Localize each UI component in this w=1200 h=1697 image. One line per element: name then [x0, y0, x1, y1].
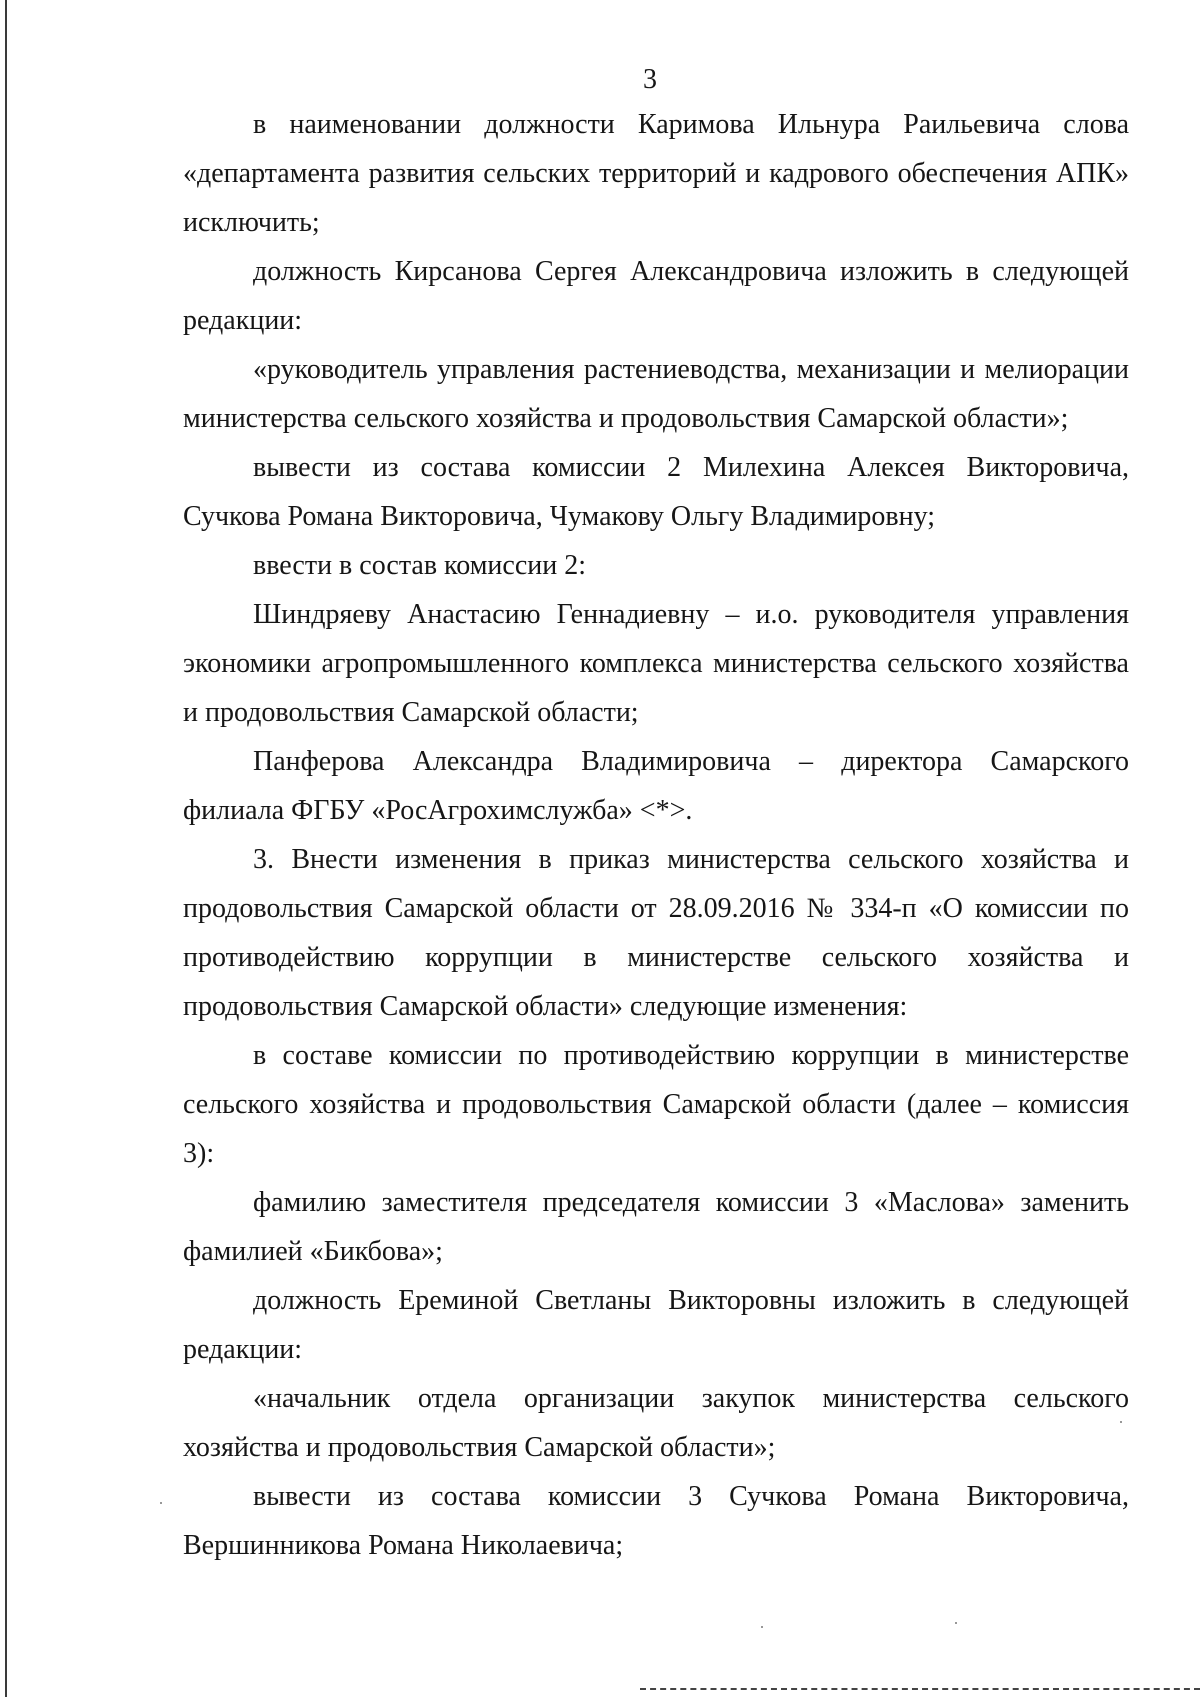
- paragraph: «руководитель управления растениеводства, механизации и мелиорации министерства сельского хозяйства и продовольствия Самарской области»;: [183, 354, 1129, 434]
- paragraph: Шиндряеву Анастасию Геннадиевну – и.о. руководителя управления экономики агропромышленного комплекса министерства сельского хозяйства и продовольствия Самарской области;: [183, 599, 1129, 728]
- paragraph: должность Ереминой Светланы Викторовны изложить в следующей редакции:: [183, 1285, 1129, 1365]
- paragraph: в наименовании должности Каримова Ильнура Раильевича слова «департамента развития сельских территорий и кадрового обеспечения АПК» исключить;: [183, 109, 1129, 238]
- scan-left-border: [5, 0, 7, 1697]
- page-number: 3: [643, 64, 657, 95]
- paragraph: вывести из состава комиссии 3 Сучкова Романа Викторовича, Вершинникова Романа Николаевича;: [183, 1481, 1129, 1561]
- document-body: [183, 100, 1129, 1570]
- paragraph: должность Кирсанова Сергея Александровича изложить в следующей редакции:: [183, 256, 1129, 336]
- paragraph: Панферова Александра Владимировича – директора Самарского филиала ФГБУ «РосАгрохимслужба» <*>.: [183, 746, 1129, 826]
- bottom-rule: [640, 1688, 1200, 1690]
- paragraph: в составе комиссии по противодействию коррупции в министерстве сельского хозяйства и продовольствия Самарской области (далее – комиссия 3):: [183, 1040, 1129, 1169]
- scan-speck: [160, 1502, 162, 1504]
- paragraph: вывести из состава комиссии 2 Милехина Алексея Викторовича, Сучкова Романа Викторовича, Чумакову Ольгу Владимировну;: [183, 452, 1129, 532]
- paragraph: ввести в состав комиссии 2:: [253, 550, 587, 581]
- scan-speck: [1120, 1421, 1122, 1423]
- paragraph: 3. Внести изменения в приказ министерства сельского хозяйства и продовольствия Самарской области от 28.09.2016 № 334-п «О комиссии по противодействию коррупции в министерстве сельского хозяйства и продовольствия Самарской области» следующие изменения:: [183, 844, 1129, 1022]
- paragraph: «начальник отдела организации закупок министерства сельского хозяйства и продовольствия Самарской области»;: [183, 1383, 1129, 1463]
- scan-speck: [761, 1626, 763, 1628]
- paragraph: фамилию заместителя председателя комиссии 3 «Маслова» заменить фамилией «Бикбова»;: [183, 1187, 1129, 1267]
- scan-speck: [955, 1622, 957, 1624]
